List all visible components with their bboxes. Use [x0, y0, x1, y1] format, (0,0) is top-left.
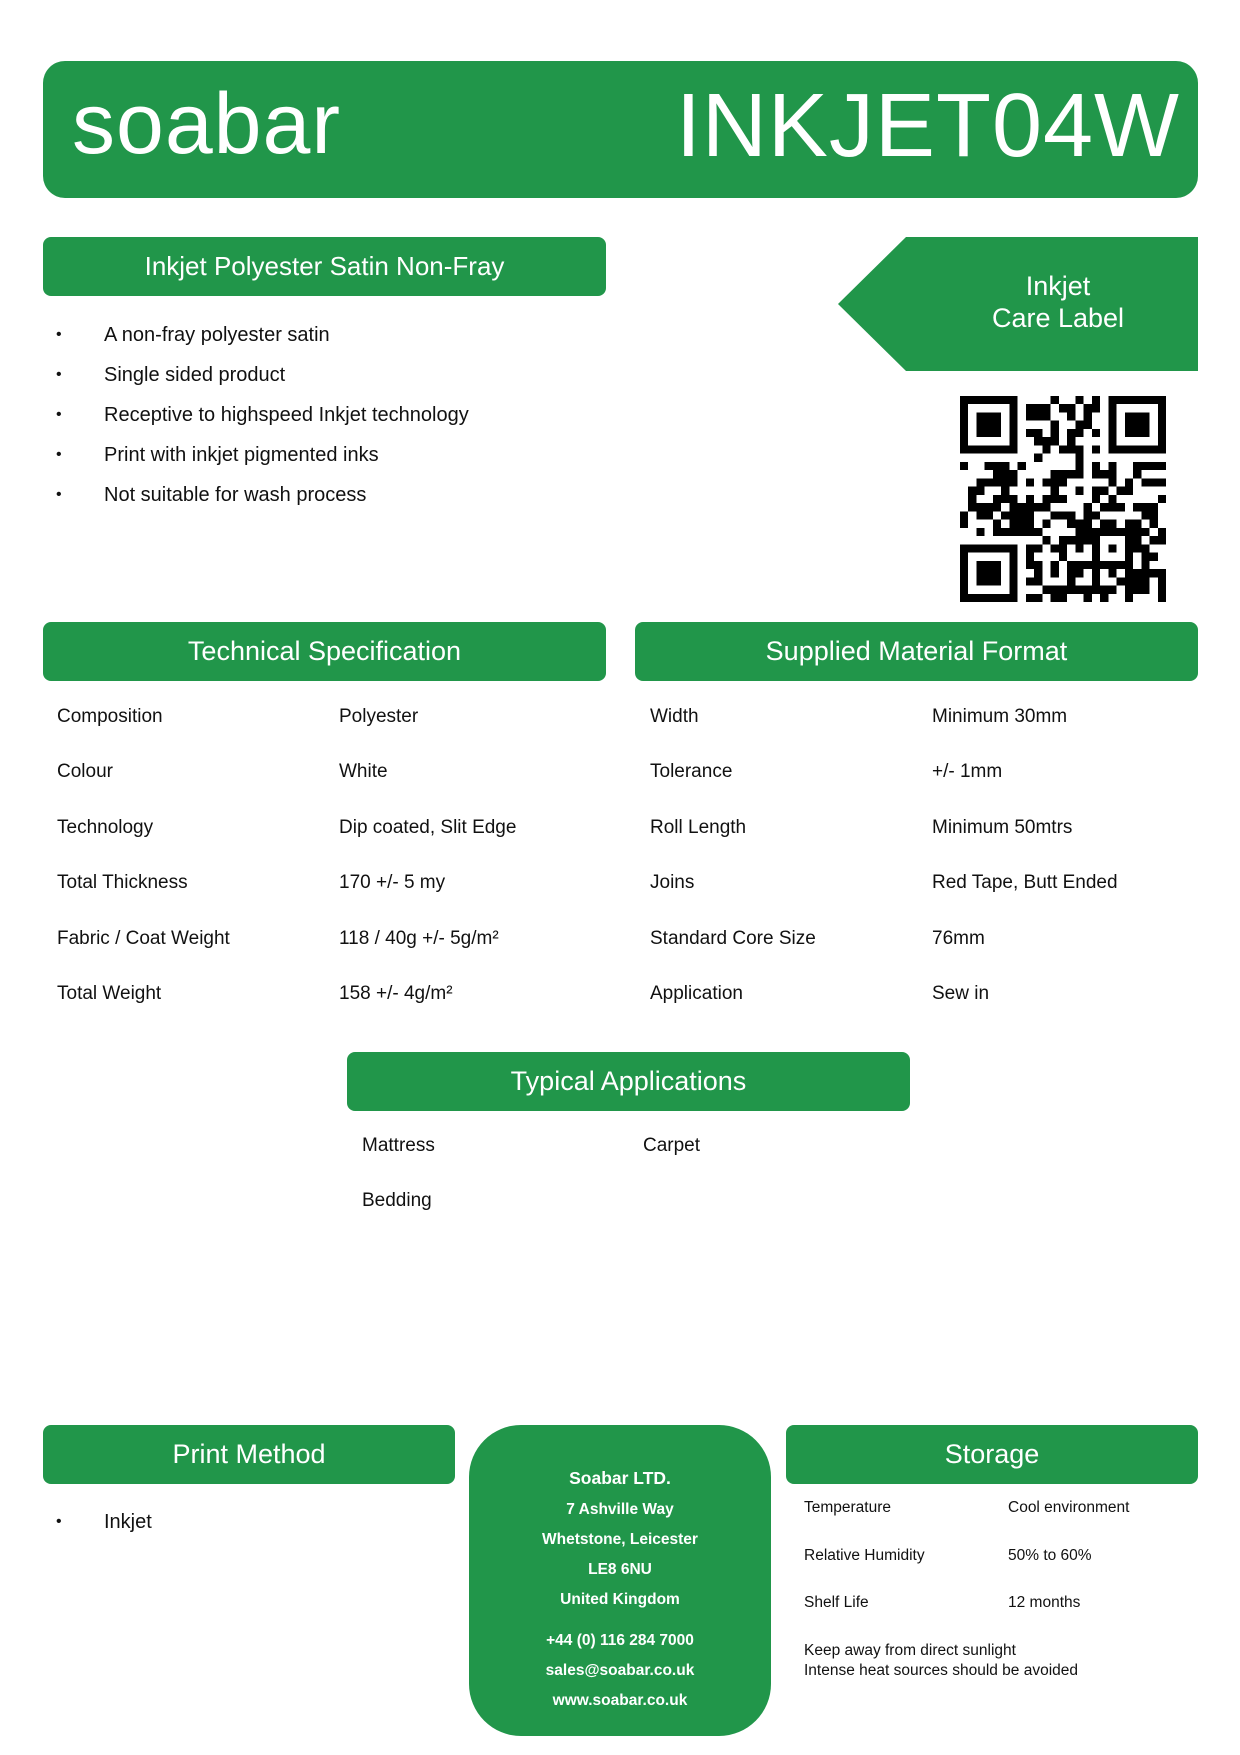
table-row: Joins Red Tape, Butt Ended — [650, 872, 1118, 894]
brand-logo: soabar — [72, 76, 341, 172]
technical-spec-table — [57, 706, 516, 1038]
storage-title: Storage — [786, 1425, 1198, 1484]
table-row: Fabric / Coat Weight 118 / 40g +/- 5g/m² — [57, 927, 499, 949]
contact-card — [469, 1425, 771, 1736]
list-item: • A non-fray polyester satin — [56, 324, 330, 346]
category-line-2: Care Label — [991, 303, 1125, 333]
list-item: • Receptive to highspeed Inkjet technology — [56, 404, 469, 426]
table-row: Shelf Life 12 months — [804, 1594, 1081, 1611]
applications-list — [362, 1135, 924, 1245]
product-title: Inkjet Polyester Satin Non-Fray — [43, 237, 606, 296]
table-row: Roll Length Minimum 50mtrs — [650, 816, 1073, 838]
table-row: Temperature Cool environment — [804, 1499, 1130, 1516]
table-row: Technology Dip coated, Slit Edge — [57, 816, 517, 838]
storage-notes — [804, 1641, 1078, 1681]
storage-note: Intense heat sources should be avoided — [804, 1662, 1079, 1679]
website-link[interactable]: www.soabar.co.uk — [552, 1692, 688, 1709]
table-row: Total Weight 158 +/- 4g/m² — [57, 982, 453, 1004]
list-item: Bedding — [362, 1190, 432, 1211]
applications-title: Typical Applications — [347, 1052, 910, 1111]
table-row: Tolerance +/- 1mm — [650, 761, 1003, 783]
table-row: Width Minimum 30mm — [650, 706, 1068, 727]
technical-spec-title: Technical Specification — [43, 622, 606, 681]
supplied-format-title: Supplied Material Format — [635, 622, 1198, 681]
category-line-1: Inkjet — [1025, 271, 1091, 301]
table-row: Standard Core Size 76mm — [650, 927, 985, 949]
storage-note: Keep away from direct sunlight — [804, 1642, 1016, 1659]
address-line: LE8 6NU — [588, 1561, 652, 1578]
list-item: • Inkjet — [56, 1511, 152, 1533]
storage-table — [804, 1499, 1129, 1642]
category-tag — [838, 237, 1198, 371]
supplied-format-table — [650, 706, 1118, 1038]
list-item: Mattress — [362, 1135, 435, 1156]
product-code: INKJET04W — [675, 76, 1180, 176]
print-method-list — [56, 1502, 152, 1542]
phone-number: +44 (0) 116 284 7000 — [546, 1632, 694, 1649]
table-row: Composition Polyester — [57, 706, 419, 727]
company-name: Soabar LTD. — [569, 1468, 671, 1488]
address-line: 7 Ashville Way — [566, 1501, 674, 1518]
table-row: Application Sew in — [650, 982, 990, 1004]
email-link[interactable]: sales@soabar.co.uk — [545, 1662, 695, 1679]
address-line: United Kingdom — [560, 1591, 680, 1608]
print-method-title: Print Method — [43, 1425, 455, 1484]
feature-list — [56, 315, 469, 515]
list-item: • Print with inkjet pigmented inks — [56, 444, 379, 466]
address-line: Whetstone, Leicester — [542, 1531, 698, 1548]
list-item: • Not suitable for wash process — [56, 484, 367, 506]
list-item: Carpet — [643, 1135, 701, 1156]
table-row: Total Thickness 170 +/- 5 my — [57, 872, 446, 894]
table-row: Colour White — [57, 761, 388, 783]
list-item: • Single sided product — [56, 364, 286, 386]
table-row: Relative Humidity 50% to 60% — [804, 1546, 1092, 1564]
qr-code-icon — [960, 396, 1166, 602]
